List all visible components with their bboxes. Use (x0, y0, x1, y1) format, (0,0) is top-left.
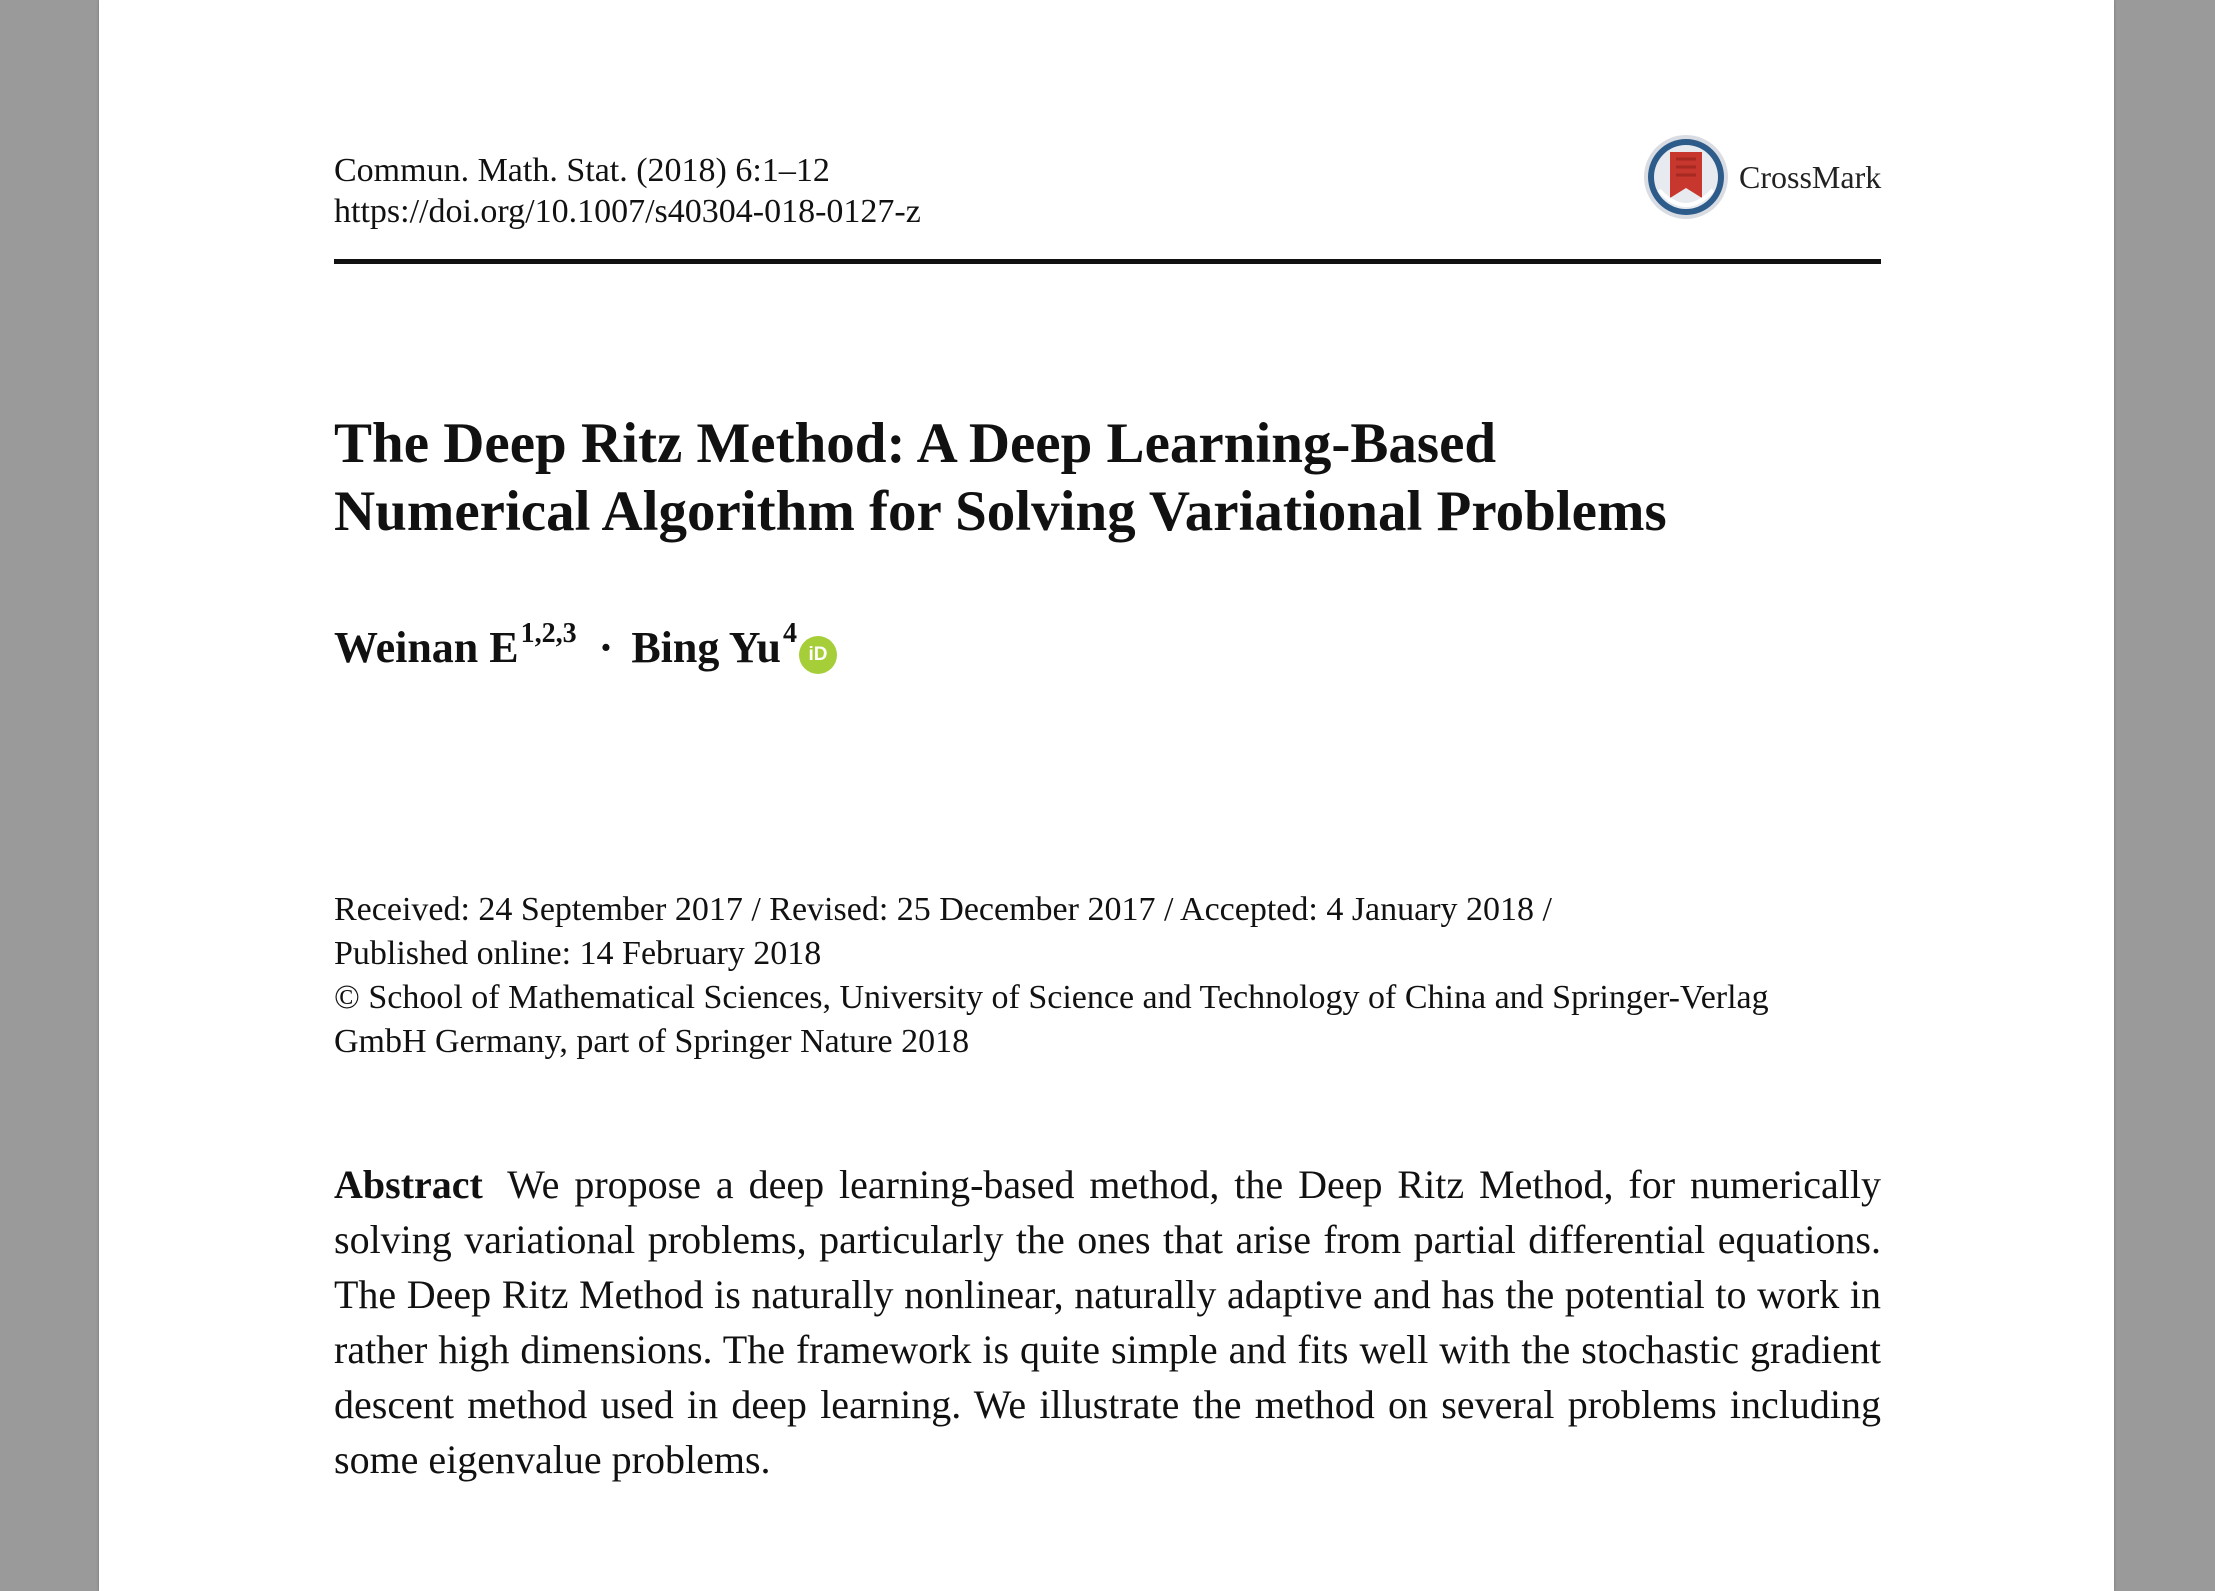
paper-title (334, 410, 1894, 546)
journal-citation: Commun. Math. Stat. (2018) 6:1–12 (334, 152, 830, 189)
abstract-heading: Abstract (334, 1162, 483, 1207)
author-affiliations: 4 (782, 618, 797, 649)
author-affiliations: 1,2,3 (520, 618, 577, 649)
crossmark-badge[interactable] (1641, 132, 1881, 222)
pdf-page (99, 0, 2114, 1591)
history-dates: Received: 24 September 2017 / Revised: 25 December 2017 / Accepted: 4 January 2018 / (334, 891, 1553, 928)
article-history (334, 888, 1881, 1064)
title-line-2: Numerical Algorithm for Solving Variational Problems (334, 480, 1667, 543)
orcid-icon[interactable]: iD (799, 636, 837, 674)
author-name[interactable]: Weinan E (334, 623, 519, 672)
author-name[interactable]: Bing Yu (631, 623, 781, 672)
copyright-line-1: © School of Mathematical Sciences, University of Science and Technology of China and Springer-Verlag (334, 979, 1769, 1016)
crossmark-icon (1641, 132, 1731, 222)
title-line-1: The Deep Ritz Method: A Deep Learning-Based (334, 412, 1497, 475)
history-published: Published online: 14 February 2018 (334, 935, 822, 972)
copyright-line-2: GmbH Germany, part of Springer Nature 2018 (334, 1023, 970, 1060)
journal-header (334, 150, 921, 232)
doi-link[interactable]: https://doi.org/10.1007/s40304-018-0127-z (334, 193, 921, 230)
author-separator: · (598, 623, 614, 672)
abstract (334, 1157, 1881, 1487)
header-rule (334, 259, 1881, 264)
author-list (334, 618, 837, 674)
abstract-text: We propose a deep learning-based method, the Deep Ritz Method, for numerically solving variational problems, particularly the ones that arise from partial differential equations. The Deep Ritz Method is naturally nonlinear, naturally adaptive and has the potential to work in rather high dimensions. The framework is quite simple and fits well with the stochastic gradient descent method used in deep learning. We illustrate the method on several problems including some eigenvalue problems. (334, 1162, 1882, 1482)
crossmark-label: CrossMark (1739, 158, 1882, 195)
